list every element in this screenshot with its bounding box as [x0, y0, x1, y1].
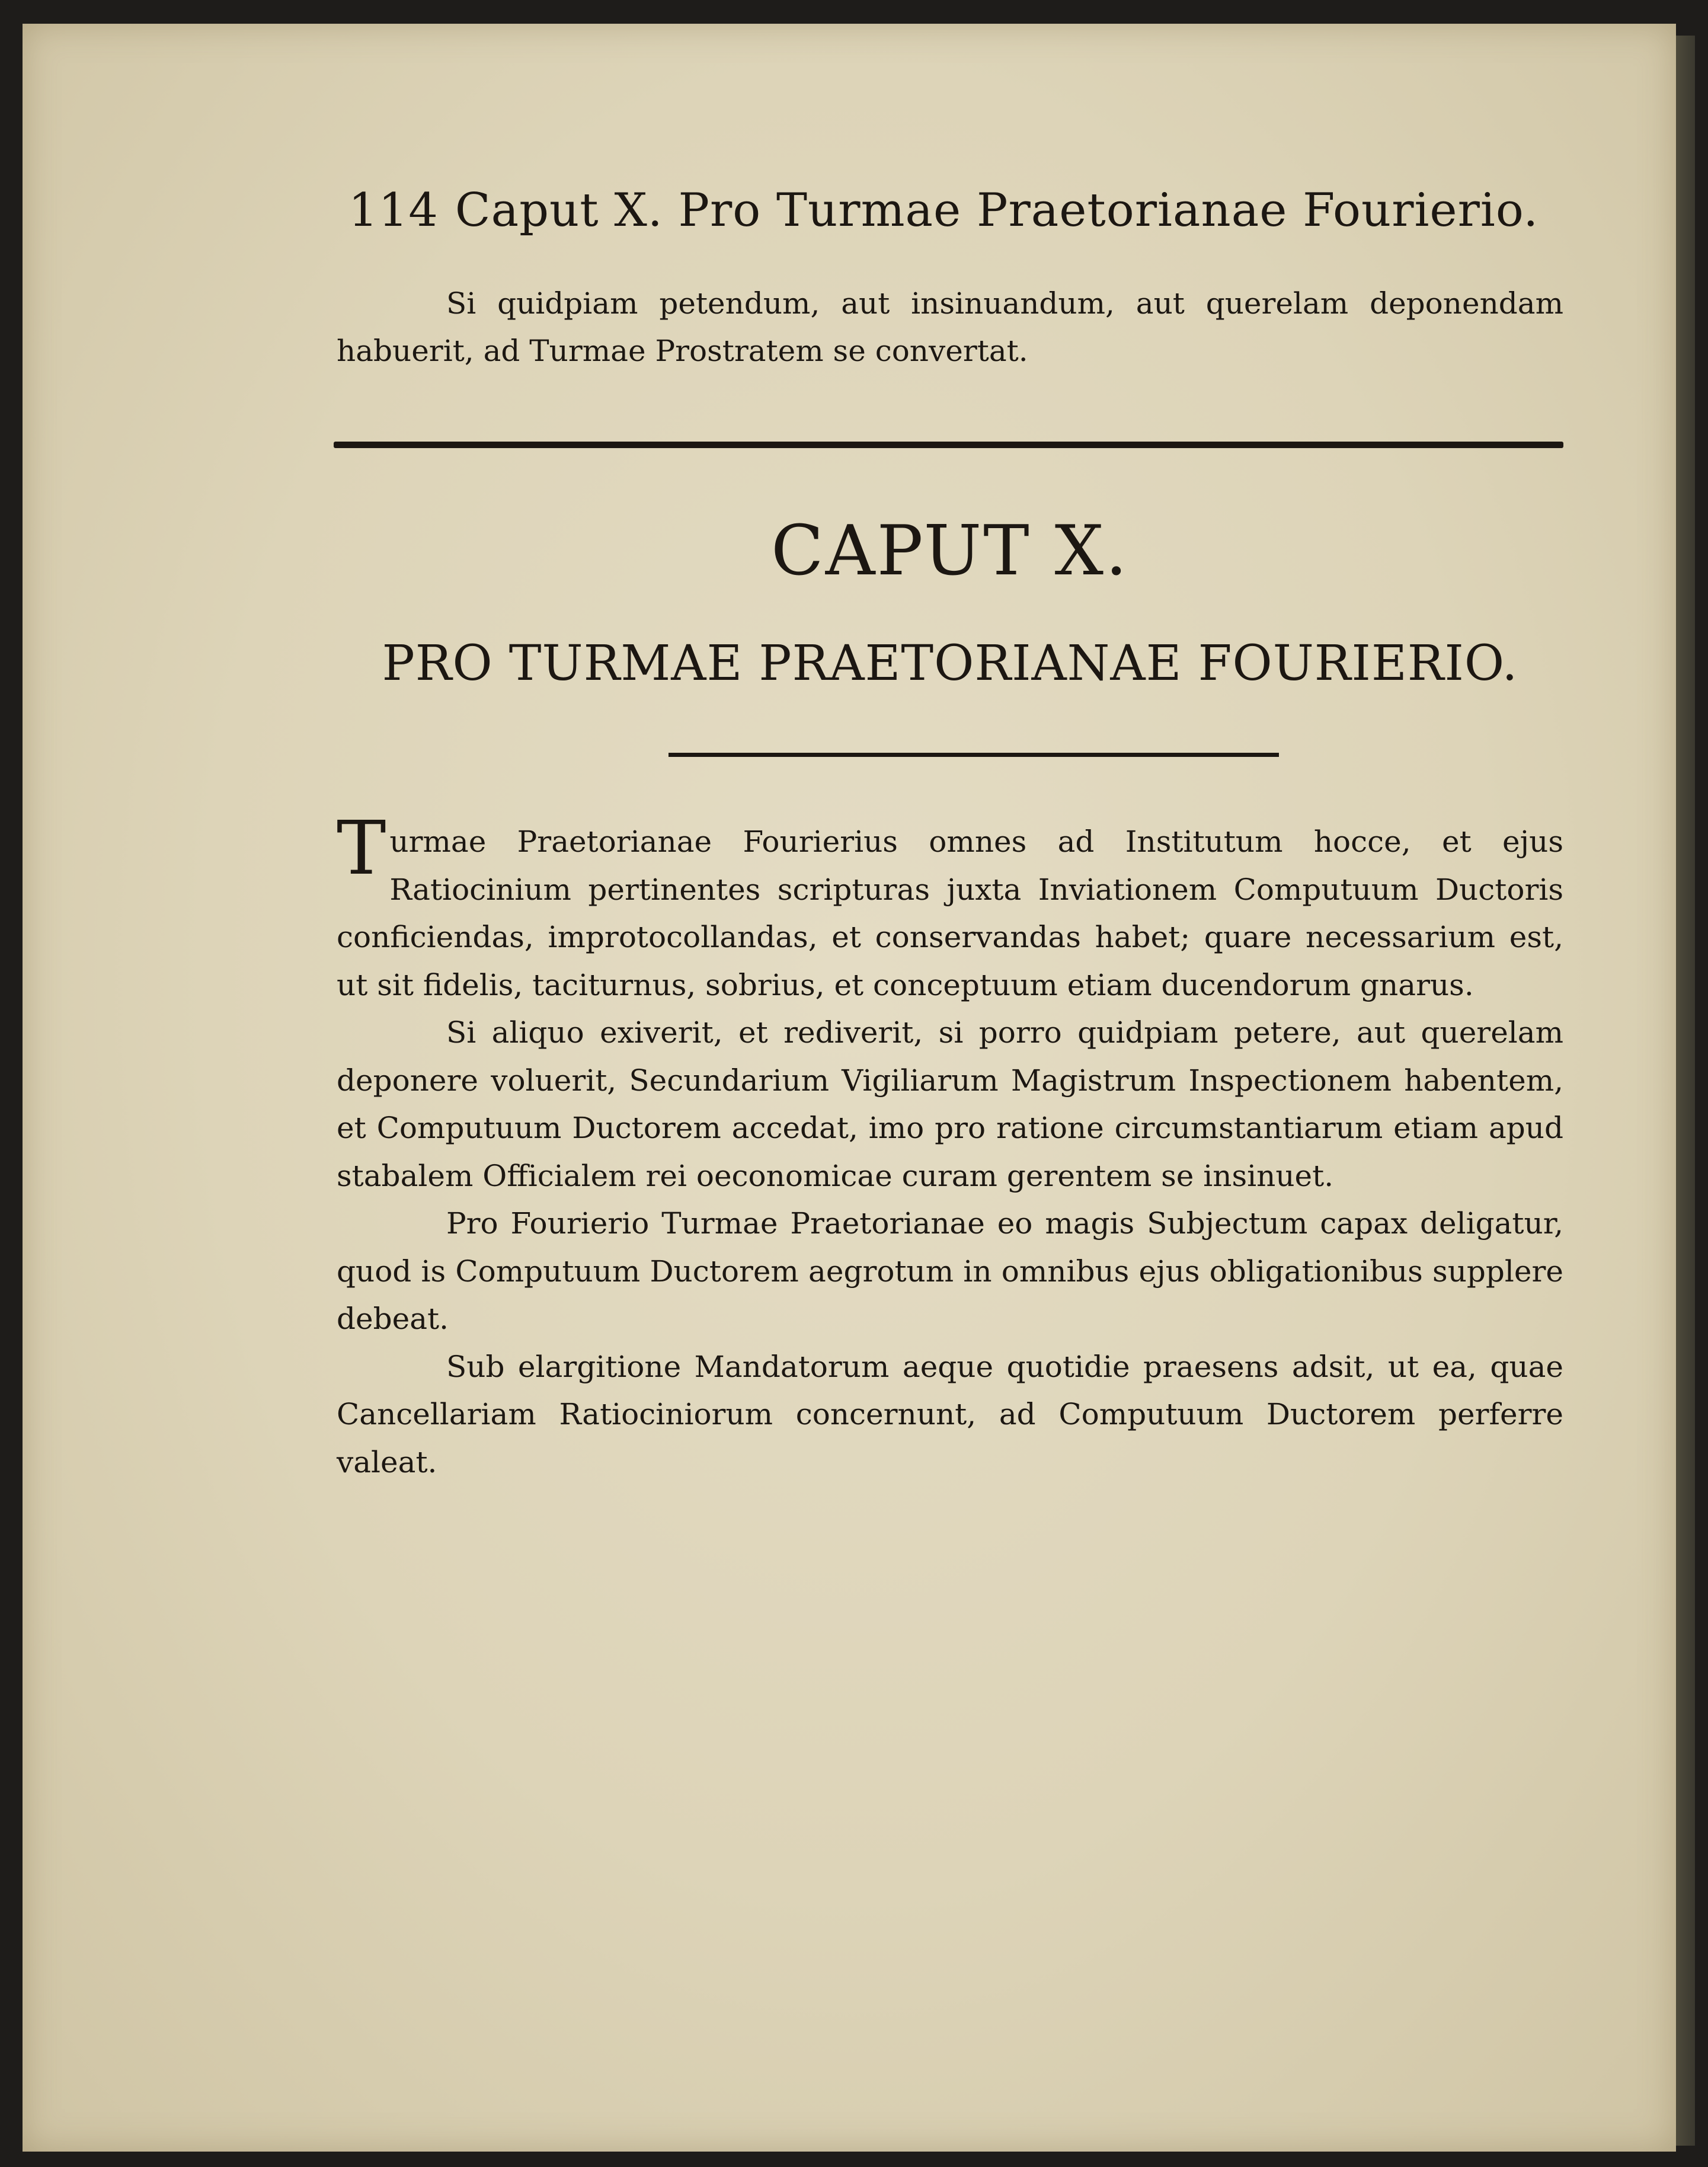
paragraph-1-text: urmae Praetorianae Fourierius omnes ad Institutum hocce, et ejus Ratiocinium pertinentes scripturas juxta Inviationem Computuum Ductoris conficiendas, improtocollandas, et conservandas habet; quare necessarium est, ut sit fidelis, taciturnus, sobrius, et conceptuum etiam ducendorum gnarus. [337, 824, 1563, 1002]
running-head-title: Caput X. Pro Turmae Praetorianae Fourierio. [455, 184, 1539, 237]
page-sheet [23, 24, 1676, 2152]
paragraph-3 [337, 1200, 1563, 1343]
paragraph-1 [337, 806, 1563, 1009]
paragraph-4 [337, 1343, 1563, 1487]
paragraph-3-text: Pro Fourierio Turmae Praetorianae eo magis Subjectum capax deligatur, quod is Computuum Ductorem aegrotum in omnibus ejus obligationibus supplere debeat. [337, 1206, 1563, 1336]
chapter-subtitle: PRO TURMAE PRAETORIANAE FOURIERIO. [382, 635, 1518, 692]
paragraph-2-text: Si aliquo exiverit, et rediverit, si porro quidpiam petere, aut querelam deponere voluerit, Secundarium Vigiliarum Magistrum Inspectionem habentem, et Computuum Ductorem accedat, imo pro ratione circumstantiarum etiam apud stabalem Officialem rei oeconomicae curam gerentem se insinuet. [337, 1015, 1563, 1193]
page-number: 114 [348, 184, 439, 237]
paragraph-4-text: Sub elargitione Mandatorum aeque quotidie praesens adsit, ut ea, quae Cancellariam Ratiociniorum concernunt, ad Computuum Ductorem perferre valeat. [337, 1349, 1563, 1479]
chapter-title: CAPUT X. [771, 511, 1129, 591]
thick-divider-rule [334, 442, 1563, 448]
paragraph-2 [337, 1009, 1563, 1200]
short-divider-rule [669, 753, 1279, 757]
drop-cap-initial: T [337, 806, 386, 891]
chapter-body [337, 806, 1563, 1486]
intro-paragraph [337, 280, 1563, 375]
intro-paragraph-text: Si quidpiam petendum, aut insinuandum, aut querelam deponendam habuerit, ad Turmae Prostratem se convertat. [337, 286, 1563, 368]
running-head [348, 184, 1563, 237]
